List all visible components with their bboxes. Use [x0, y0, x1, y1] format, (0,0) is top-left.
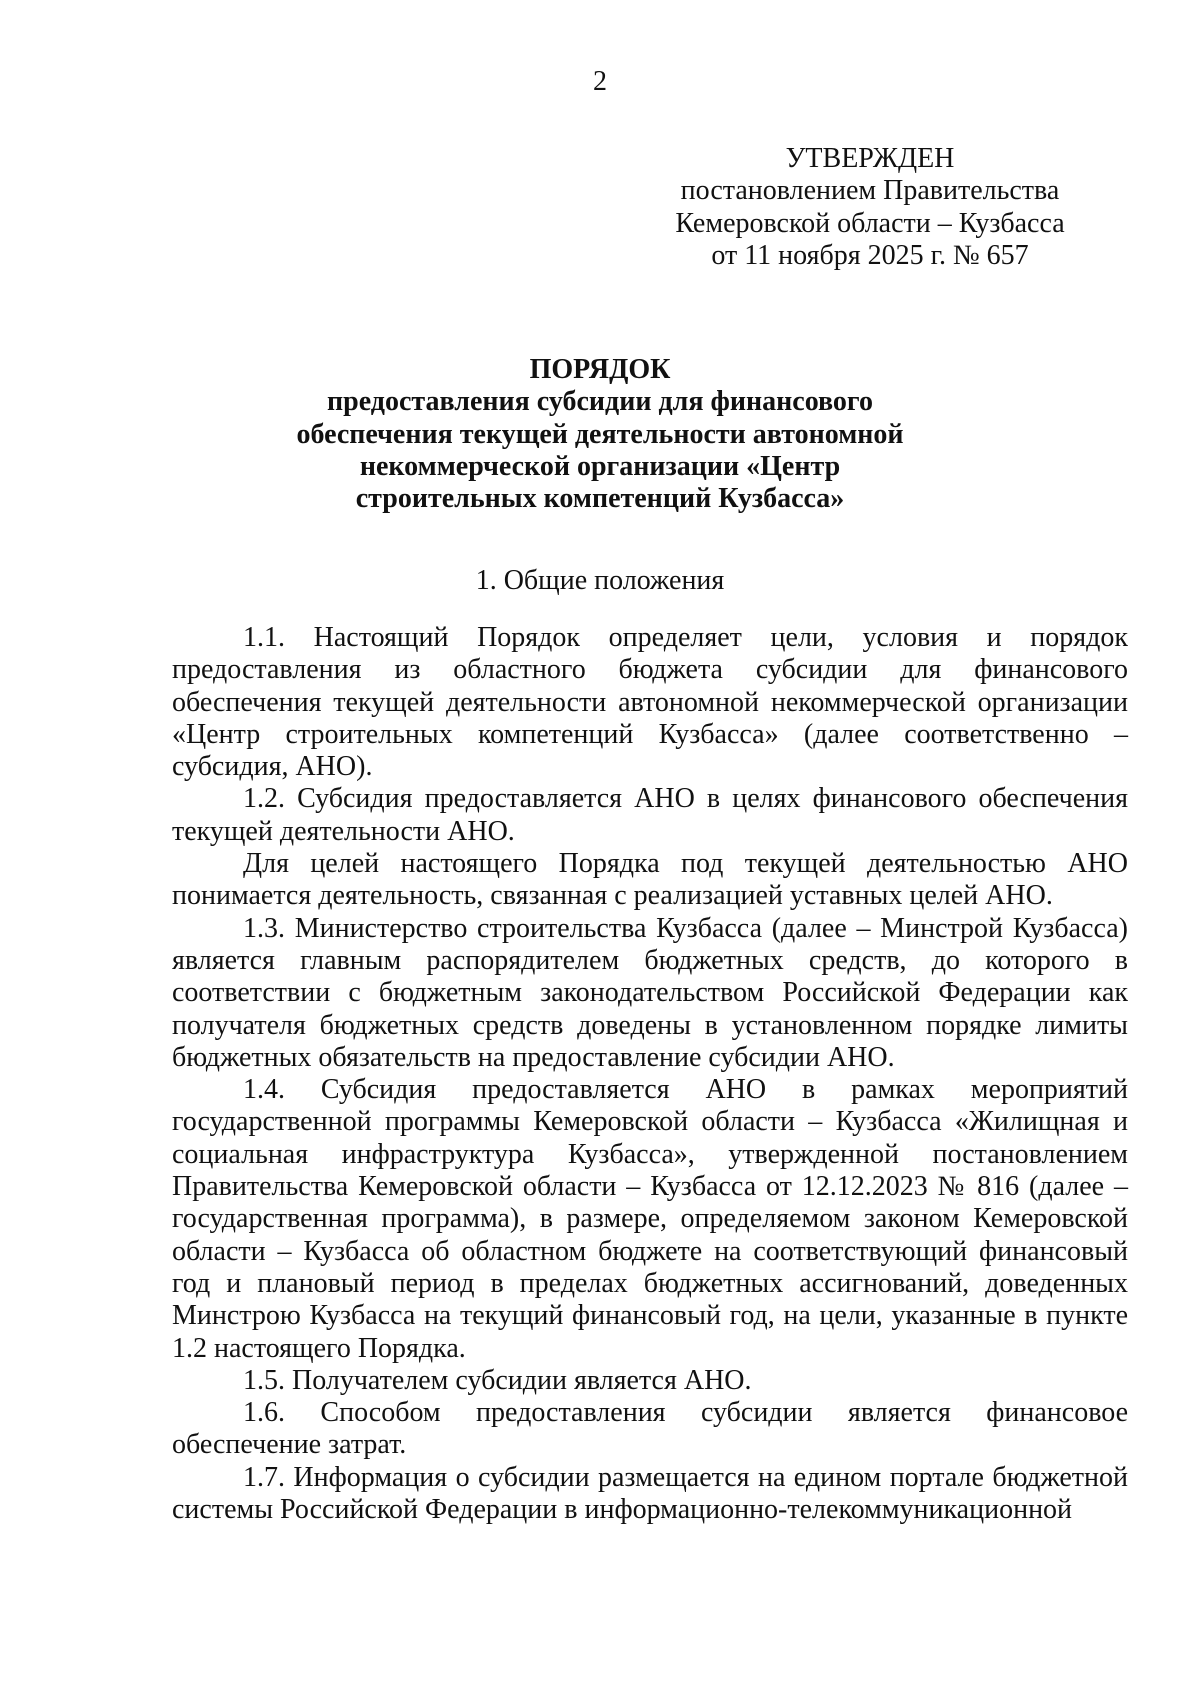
- paragraph-1-2-continuation: Для целей настоящего Порядка под текущей деятельностью АНО понимается деятельность, связанная с реализацией уставных целей АНО.: [172, 848, 1128, 912]
- title-heading: ПОРЯДОК: [529, 354, 671, 385]
- title-line-3: некоммерческой организации «Центр: [359, 450, 841, 482]
- approval-stamp: [660, 143, 1080, 272]
- paragraph-1-3: 1.3. Министерство строительства Кузбасса (далее – Минстрой Кузбасса) является главным распорядителем бюджетных средств, до которого в соответствии с бюджетным законодательством Российской Федерации как получателя бюджетных средств доведены в установленном порядке лимиты бюджетных обязательств на предоставление субсидии АНО.: [172, 912, 1128, 1073]
- paragraph-1-1: 1.1. Настоящий Порядок определяет цели, условия и порядок предоставления из областного бюджета субсидии для финансового обеспечения текущей деятельности автономной некоммерческой организации «Центр строительных компетенций Кузбасса» (далее соответственно – субсидия, АНО).: [172, 622, 1128, 783]
- paragraph-1-4: 1.4. Субсидия предоставляется АНО в рамках мероприятий государственной программы Кемеровской области – Кузбасса «Жилищная и социальная инфраструктура Кузбасса», утвержденной постановлением Правительства Кемеровской области – Кузбасса от 12.12.2023 № 816 (далее – государственная программа), в размере, определяемом законом Кемеровской области – Кузбасса об областном бюджете на соответствующий финансовый год и плановый период в пределах бюджетных ассигнований, доведенных Минстрою Кузбасса на текущий финансовый год, на цели, указанные в пункте 1.2 настоящего Порядка.: [172, 1074, 1128, 1364]
- paragraph-1-6: 1.6. Способом предоставления субсидии является финансовое обеспечение затрат.: [172, 1397, 1128, 1461]
- approval-line-1: УТВЕРЖДЕН: [785, 143, 955, 174]
- document-title: [250, 354, 950, 515]
- paragraph-1-2: 1.2. Субсидия предоставляется АНО в целях финансового обеспечения текущей деятельности АНО.: [172, 783, 1128, 847]
- page-number: 2: [593, 66, 607, 97]
- approval-line-4: от 11 ноября 2025 г. № 657: [711, 239, 1029, 271]
- paragraph-1-5: 1.5. Получателем субсидии является АНО.: [243, 1364, 752, 1396]
- title-line-1: предоставления субсидии для финансового: [327, 386, 873, 418]
- approval-line-3: Кемеровской области – Кузбасса: [675, 207, 1065, 239]
- body-text: [172, 622, 1128, 1526]
- approval-line-2: постановлением Правительства: [680, 175, 1060, 207]
- title-line-4: строительных компетенций Кузбасса»: [355, 483, 845, 515]
- paragraph-1-7: 1.7. Информация о субсидии размещается на едином портале бюджетной системы Российской Федерации в информационно-телекоммуникационной: [172, 1461, 1128, 1526]
- section-heading: 1. Общие положения: [475, 565, 725, 596]
- title-line-2: обеспечения текущей деятельности автономной: [296, 418, 904, 450]
